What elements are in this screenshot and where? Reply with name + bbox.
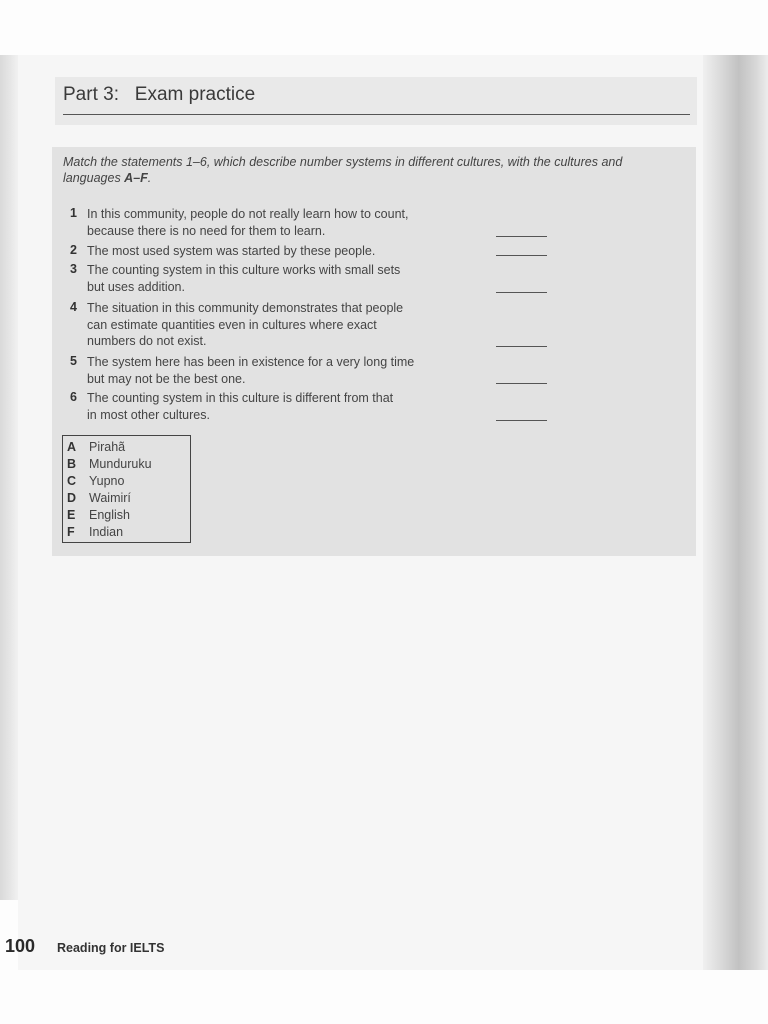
statement-number: 6 [70,390,77,404]
option-letter: A [67,440,77,454]
answer-blank-1[interactable] [496,236,547,237]
option-letter: D [67,491,77,505]
book-spine-shadow [703,55,768,970]
answer-blank-5[interactable] [496,383,547,384]
statement-line: The situation in this community demonstrates that people [87,301,404,315]
instructions-text: Match the statements 1–6, which describe number systems in different cultures, with the cultures and languages [63,155,623,185]
options-box [62,435,191,543]
statement-line: The system here has been in existence for a very long time [87,355,415,369]
statement-text [87,354,477,387]
statement-line: The counting system in this culture is different from that [87,391,394,405]
option-letter: E [67,508,76,522]
statement-line: The most used system was started by these people. [87,244,376,258]
statement-number: 2 [70,243,77,257]
statement-line: because there is no need for them to learn. [87,223,326,238]
page-title: Part 3: Exam practice [63,84,256,105]
statement-number: 4 [70,300,77,314]
statement-number: 1 [70,206,77,220]
option-letter: B [67,457,77,471]
option-name: Munduruku [89,457,152,471]
option-name: Waimirí [89,491,131,505]
statement-line: in most other cultures. [87,407,210,422]
option-name: Yupno [89,474,125,488]
instructions [63,154,678,186]
page-number: 100 [5,936,36,956]
statement-line: numbers do not exist. [87,334,207,348]
answer-blank-6[interactable] [496,420,547,421]
statement-number: 5 [70,354,77,368]
option-letter: F [67,525,75,539]
statement-line: The counting system in this culture works with small sets [87,263,401,277]
statement-line: In this community, people do not really learn how to count, [87,207,409,221]
answer-blank-4[interactable] [496,346,547,347]
option-name: English [89,508,130,522]
statement-line: but may not be the best one. [87,371,246,386]
statement-text [87,206,477,239]
option-letter: C [67,474,77,488]
running-title: Reading for IELTS [57,941,165,955]
statement-text [87,390,477,423]
statement-number: 3 [70,262,77,276]
instructions-end: . [147,171,152,185]
option-name: Indian [89,525,124,539]
statement-line: can estimate quantities even in cultures where exact [87,317,377,332]
answer-blank-2[interactable] [496,255,547,256]
instructions-letters: A–F [124,171,148,185]
page-left-margin [0,55,18,900]
option-name: Pirahã [89,440,126,454]
statement-text [87,300,477,350]
statement-line: but uses addition. [87,279,185,294]
title-divider [63,114,690,115]
statement-text [87,243,477,260]
answer-blank-3[interactable] [496,292,547,293]
statement-text [87,262,477,295]
